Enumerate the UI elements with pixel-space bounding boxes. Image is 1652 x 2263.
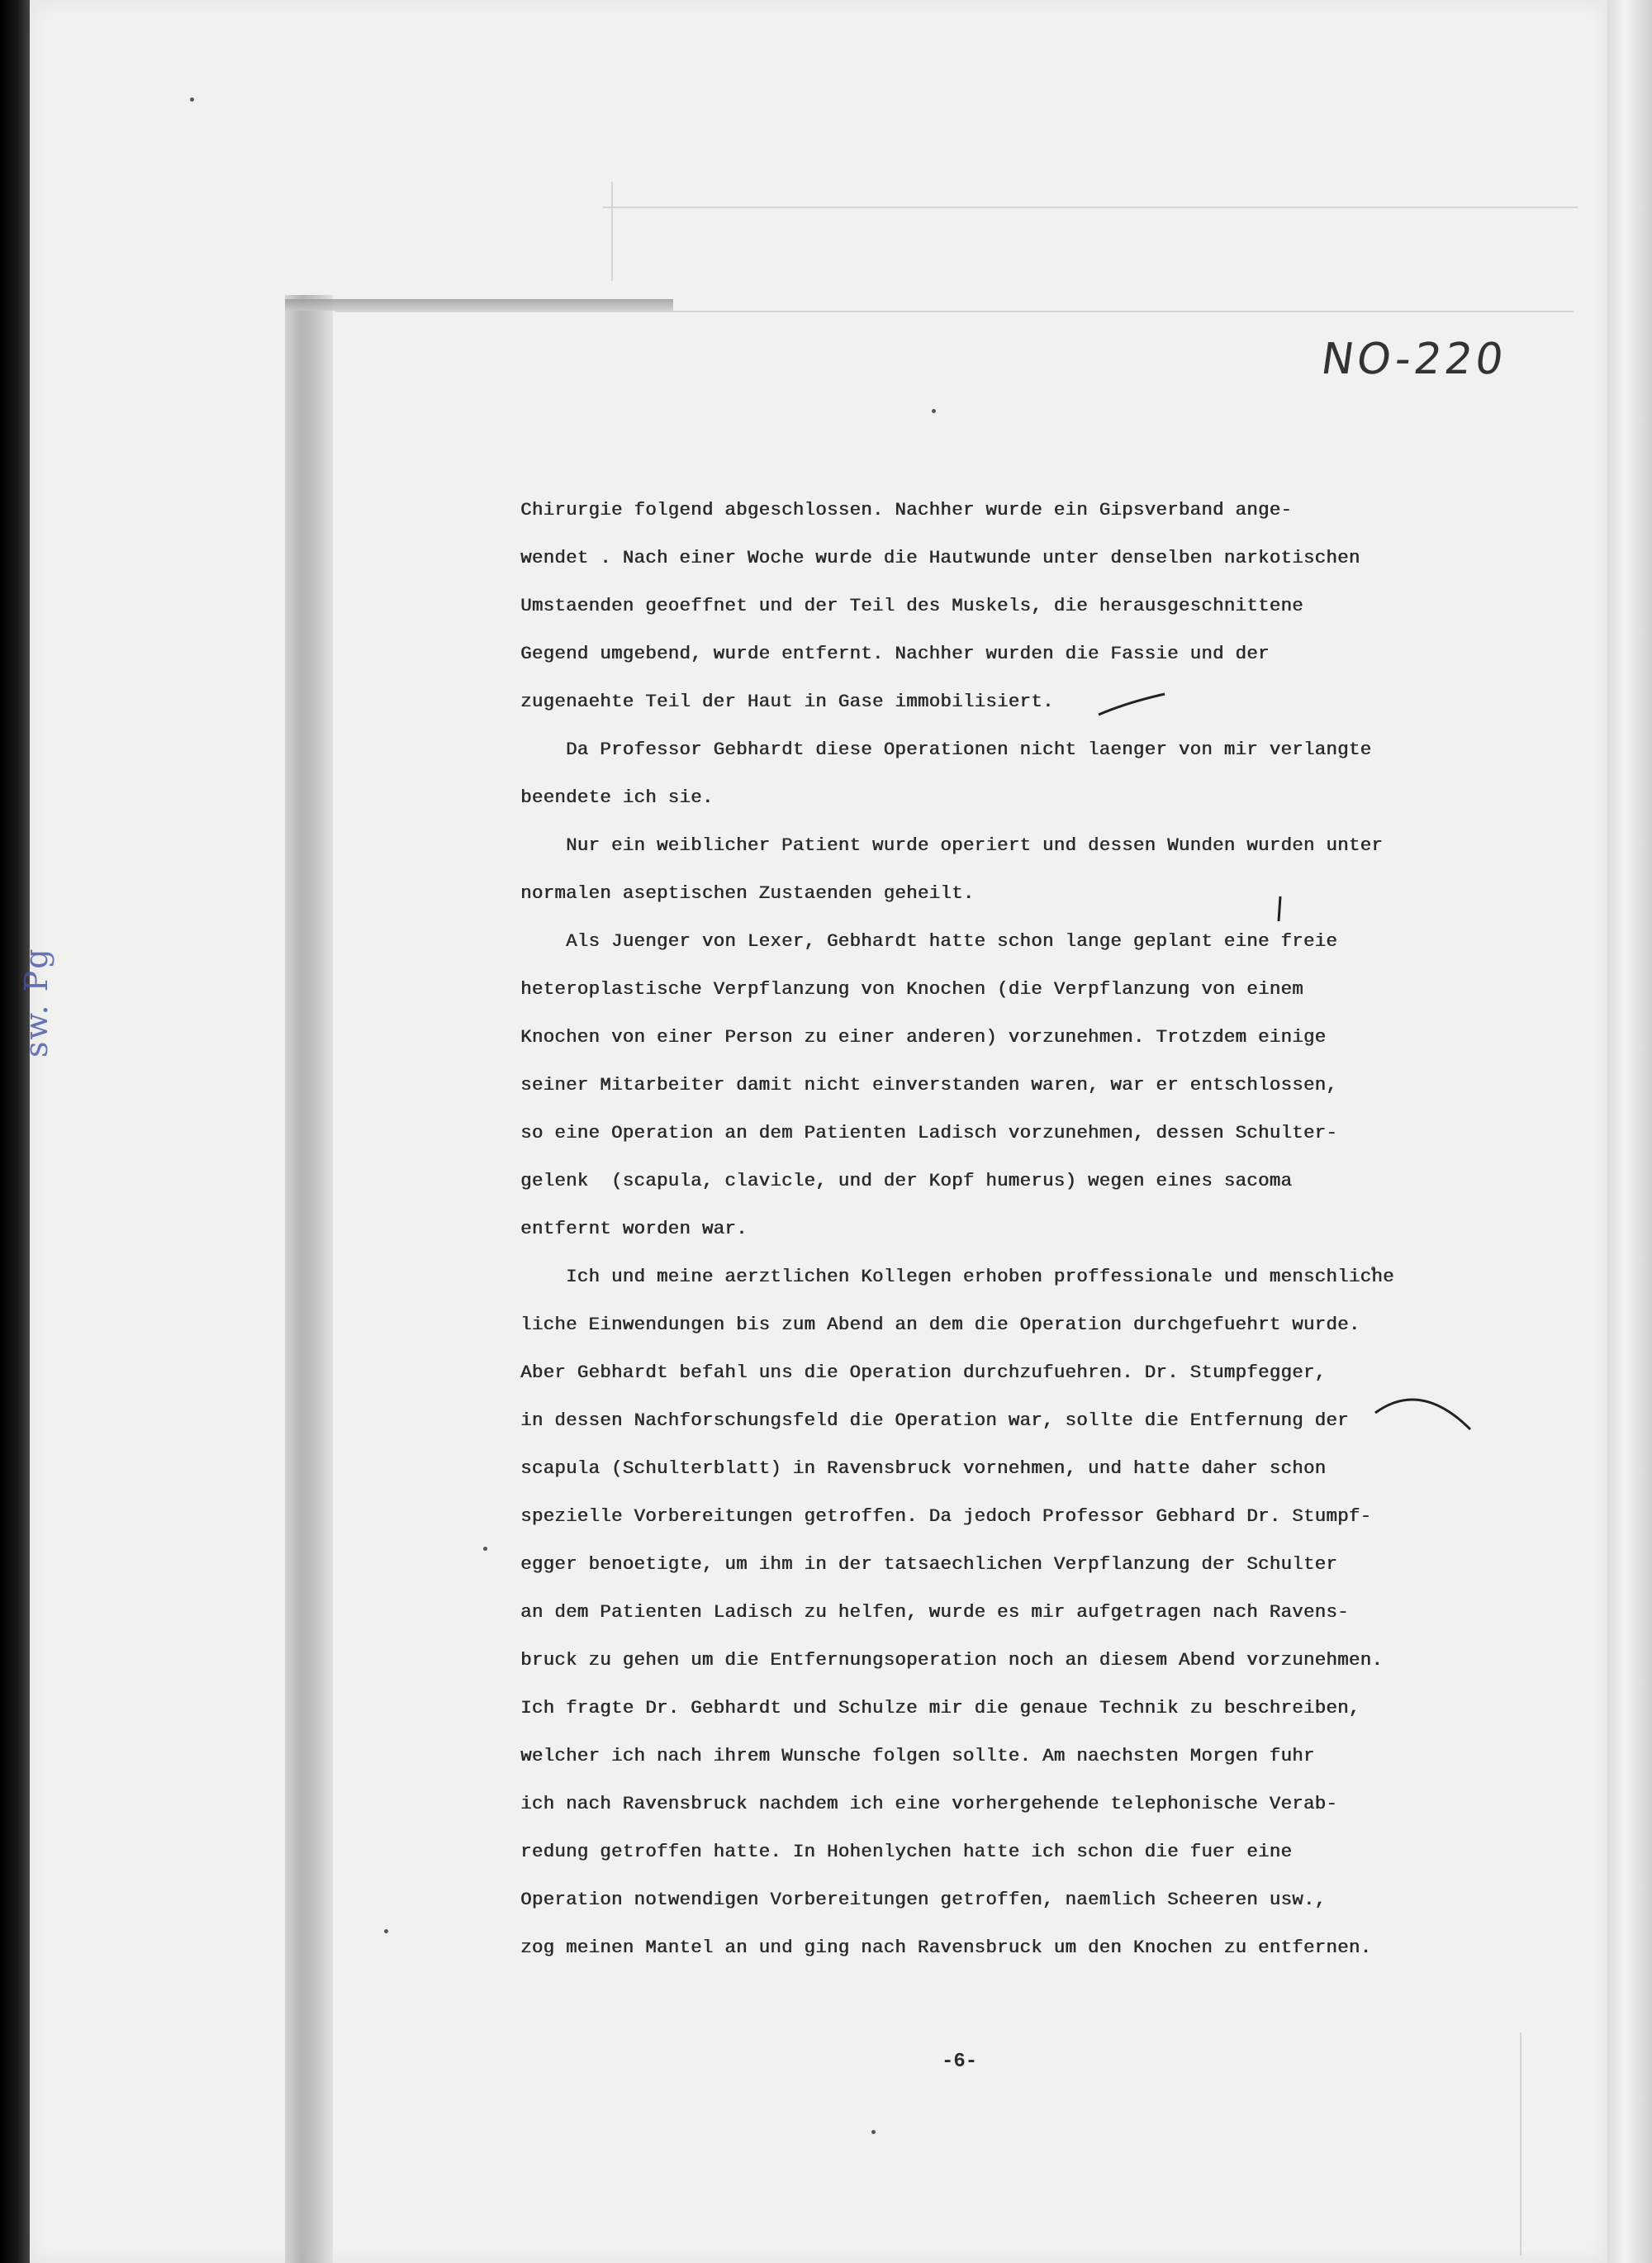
text-line: scapula (Schulterblatt) in Ravensbruck vornehmen, und hatte daher schon xyxy=(520,1457,1327,1479)
text-line: bruck zu gehen um die Entfernungsoperation noch an diesem Abend vorzunehmen. xyxy=(520,1649,1383,1671)
text-line: Ich und meine aerztlichen Kollegen erhoben proffessionale und menschliche xyxy=(520,1266,1394,1287)
text-line: Ich fragte Dr. Gebhardt und Schulze mir die genaue Technik zu beschreiben, xyxy=(520,1697,1360,1719)
text-line: seiner Mitarbeiter damit nicht einverstanden waren, war er entschlossen, xyxy=(520,1074,1338,1096)
text-line: beendete ich sie. xyxy=(520,787,714,808)
page-binding-edge xyxy=(1607,0,1652,2263)
faint-border-line xyxy=(603,207,1578,208)
photocopy-top-artifact xyxy=(285,299,673,311)
scan-speck xyxy=(190,97,194,102)
text-line: gelenk (scapula, clavicle, und der Kopf humerus) wegen eines sacoma xyxy=(520,1170,1293,1191)
faint-border-line xyxy=(1520,2032,1521,2256)
scan-left-edge xyxy=(0,0,30,2263)
text-line: Da Professor Gebhardt diese Operationen nicht laenger von mir verlangte xyxy=(520,739,1372,760)
text-line: egger benoetigte, um ihm in der tatsaechlichen Verpflanzung der Schulter xyxy=(520,1553,1338,1575)
scan-speck xyxy=(871,2130,876,2134)
photocopy-edge-artifact xyxy=(285,295,333,2263)
text-line: normalen aseptischen Zustaenden geheilt. xyxy=(520,882,975,904)
text-line: an dem Patienten Ladisch zu helfen, wurde es mir aufgetragen nach Ravens- xyxy=(520,1601,1349,1623)
text-line: Umstaenden geoeffnet und der Teil des Muskels, die herausgeschnittene xyxy=(520,595,1303,616)
typewritten-body xyxy=(520,486,1470,1971)
text-line: Chirurgie folgend abgeschlossen. Nachher wurde ein Gipsverband ange- xyxy=(520,499,1293,521)
text-line: heteroplastische Verpflanzung von Knochen (die Verpflanzung von einem xyxy=(520,978,1303,1000)
text-line: wendet . Nach einer Woche wurde die Hautwunde unter denselben narkotischen xyxy=(520,547,1360,568)
text-line: ich nach Ravensbruck nachdem ich eine vorhergehende telephonische Verab- xyxy=(520,1793,1338,1814)
text-line: zugenaehte Teil der Haut in Gase immobilisiert. xyxy=(520,691,1054,712)
margin-annotation: sw. Pg xyxy=(18,947,55,1058)
text-line: in dessen Nachforschungsfeld die Operation war, sollte die Entfernung der xyxy=(520,1410,1349,1431)
page-number: -6- xyxy=(942,2051,978,2073)
text-line: Nur ein weiblicher Patient wurde operiert und dessen Wunden wurden unter xyxy=(520,834,1383,856)
text-line: Operation notwendigen Vorbereitungen getroffen, naemlich Scheeren usw., xyxy=(520,1889,1327,1910)
text-line: Aber Gebhardt befahl uns die Operation durchzufuehren. Dr. Stumpfegger, xyxy=(520,1362,1327,1383)
text-line: welcher ich nach ihrem Wunsche folgen sollte. Am naechsten Morgen fuhr xyxy=(520,1745,1315,1766)
text-line: Als Juenger von Lexer, Gebhardt hatte schon lange geplant eine freie xyxy=(520,930,1338,952)
text-line: liche Einwendungen bis zum Abend an dem die Operation durchgefuehrt wurde. xyxy=(520,1314,1360,1335)
scan-speck xyxy=(932,409,936,413)
text-line: Gegend umgebend, wurde entfernt. Nachher wurden die Fassie und der xyxy=(520,643,1270,664)
reference-number: NO-220 xyxy=(1317,335,1510,384)
scan-speck xyxy=(384,1929,388,1933)
text-line: spezielle Vorbereitungen getroffen. Da jedoch Professor Gebhard Dr. Stumpf- xyxy=(520,1505,1372,1527)
text-line: entfernt worden war. xyxy=(520,1218,748,1239)
text-line: Knochen von einer Person zu einer anderen) vorzunehmen. Trotzdem einige xyxy=(520,1026,1327,1048)
text-line: so eine Operation an dem Patienten Ladisch vorzunehmen, dessen Schulter- xyxy=(520,1122,1338,1143)
scan-speck xyxy=(483,1547,487,1551)
faint-border-line xyxy=(335,311,1574,312)
text-line: redung getroffen hatte. In Hohenlychen hatte ich schon die fuer eine xyxy=(520,1841,1293,1862)
faint-border-line xyxy=(611,182,613,281)
text-line: zog meinen Mantel an und ging nach Ravensbruck um den Knochen zu entfernen. xyxy=(520,1937,1372,1958)
